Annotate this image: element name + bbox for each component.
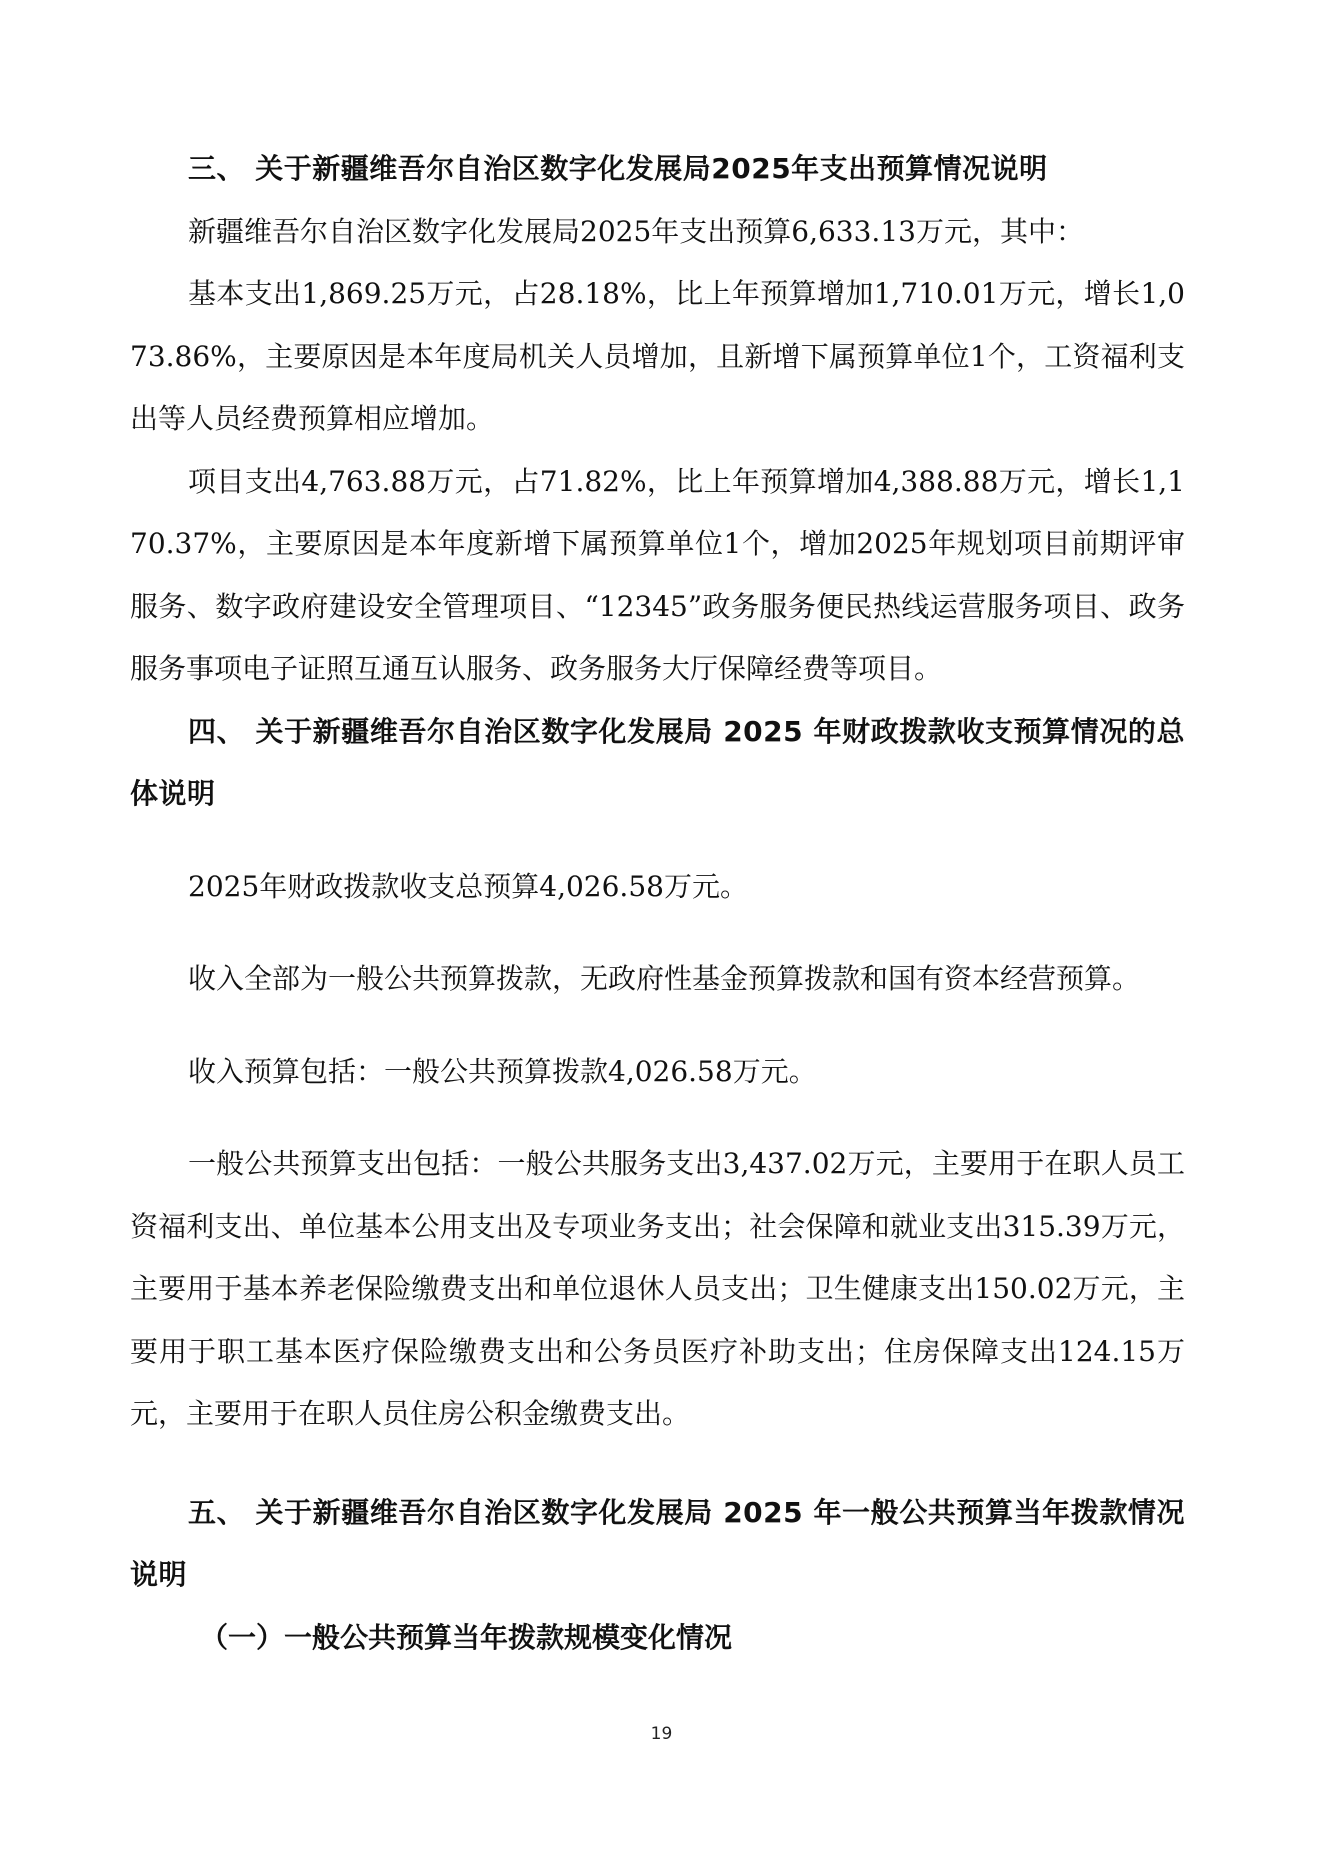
section-4-paragraph-total: 2025年财政拨款收支总预算4,026.58万元。 [188,869,748,903]
section-4-heading: 四、 关于新疆维吾尔自治区数字化发展局 2025 年财政拨款收支预算情况的总体说明 [130,714,1185,810]
page-number: 19 [650,1724,673,1744]
section-5-subheading-1: （一）一般公共预算当年拨款规模变化情况 [200,1620,733,1654]
page-content [130,138,1185,1669]
section-4-paragraph-income-budget: 收入预算包括：一般公共预算拨款4,026.58万元。 [188,1054,817,1088]
section-5-heading: 五、 关于新疆维吾尔自治区数字化发展局 2025 年一般公共预算当年拨款情况说明 [130,1495,1185,1591]
section-3-paragraph-project: 项目支出4,763.88万元，占71.82%，比上年预算增加4,388.88万元，增长1,170.37%，主要原因是本年度新增下属预算单位1个，增加2025年规划项目前期评审服务、数字政府建设安全管理项目、“12345”政务服务便民热线运营服务项目、政务服务事项电子证照互通互认服务、政务服务大厅保障经费等项目。 [130,464,1185,685]
section-3-paragraph-total: 新疆维吾尔自治区数字化发展局2025年支出预算6,633.13万元，其中： [188,214,1084,248]
section-4-paragraph-expenditure: 一般公共预算支出包括：一般公共服务支出3,437.02万元，主要用于在职人员工资福利支出、单位基本公用支出及专项业务支出；社会保障和就业支出315.39万元，主要用于基本养老保险缴费支出和单位退休人员支出；卫生健康支出150.02万元，主要用于职工基本医疗保险缴费支出和公务员医疗补助支出；住房保障支出124.15万元，主要用于在职人员住房公积金缴费支出。 [130,1147,1185,1430]
section-3-heading: 三、 关于新疆维吾尔自治区数字化发展局2025年支出预算情况说明 [188,152,1048,185]
section-3-paragraph-basic: 基本支出1,869.25万元，占28.18%，比上年预算增加1,710.01万元，增长1,073.86%，主要原因是本年度局机关人员增加，且新增下属预算单位1个，工资福利支出等人员经费预算相应增加。 [130,277,1185,435]
section-4-paragraph-income: 收入全部为一般公共预算拨款，无政府性基金预算拨款和国有资本经营预算。 [188,962,1141,995]
